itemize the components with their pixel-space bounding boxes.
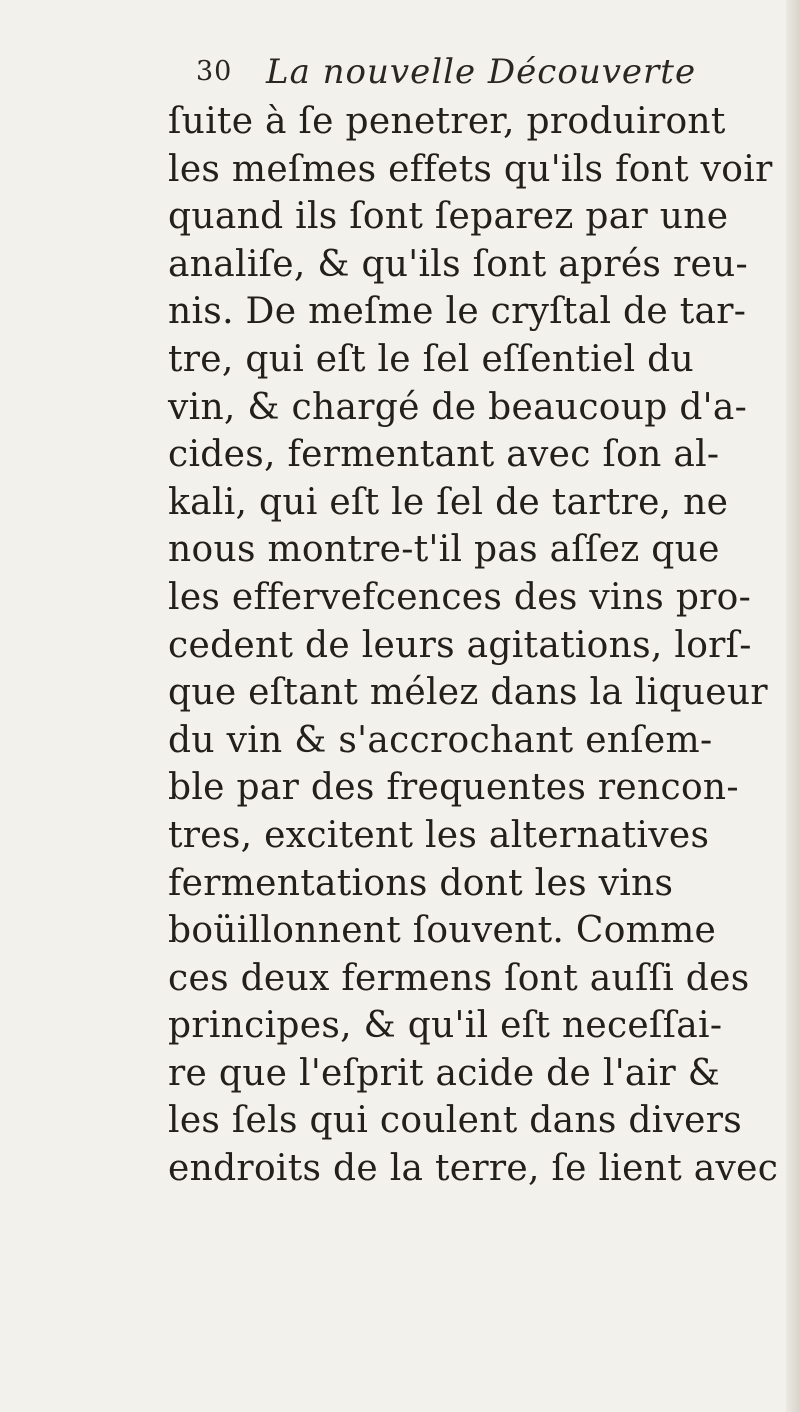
text-line: nis. De meſme le cryſtal de tar- (168, 291, 747, 333)
text-line: endroits de la terre, ſe lient avec (168, 1148, 779, 1190)
text-line: vin, & chargé de beaucoup d'a- (168, 386, 748, 428)
text-line: kali, qui eſt le ſel de tartre, ne (168, 481, 729, 523)
body-text (168, 98, 779, 1193)
text-line: ble par des frequentes rencon- (168, 767, 739, 809)
page-header (196, 52, 756, 96)
text-line: les meſmes effets qu'ils font voir (168, 148, 773, 190)
page-edge (786, 0, 800, 1412)
text-line: principes, & qu'il eſt neceſſai- (168, 1005, 723, 1047)
page-number: 30 (196, 56, 233, 87)
text-line: ces deux fermens ſont auſſi des (168, 957, 750, 999)
text-line: re que l'eſprit acide de l'air & (168, 1052, 721, 1094)
text-line: du vin & s'accrochant enſem- (168, 719, 713, 761)
text-line: fermentations dont les vins (168, 862, 674, 904)
text-line: quand ils ſont ſeparez par une (168, 196, 729, 238)
text-line: les effervefcences des vins pro- (168, 576, 752, 618)
text-line: nous montre-t'il pas aſſez que (168, 529, 720, 571)
text-line: tres, excitent les alternatives (168, 814, 710, 856)
text-line: tre, qui eſt le ſel eſſentiel du (168, 338, 694, 380)
text-line: boüillonnent ſouvent. Comme (168, 910, 717, 952)
text-line: les ſels qui coulent dans divers (168, 1100, 743, 1142)
text-line: analiſe, & qu'ils ſont aprés reu- (168, 243, 749, 285)
text-line: cedent de leurs agitations, lorſ- (168, 624, 752, 666)
text-line: que eſtant mélez dans la liqueur (168, 672, 768, 714)
running-title: La nouvelle Découverte (266, 52, 697, 92)
text-line: cides, fermentant avec ſon al- (168, 434, 720, 476)
text-line: ſuite à ſe penetrer, produiront (168, 101, 726, 142)
